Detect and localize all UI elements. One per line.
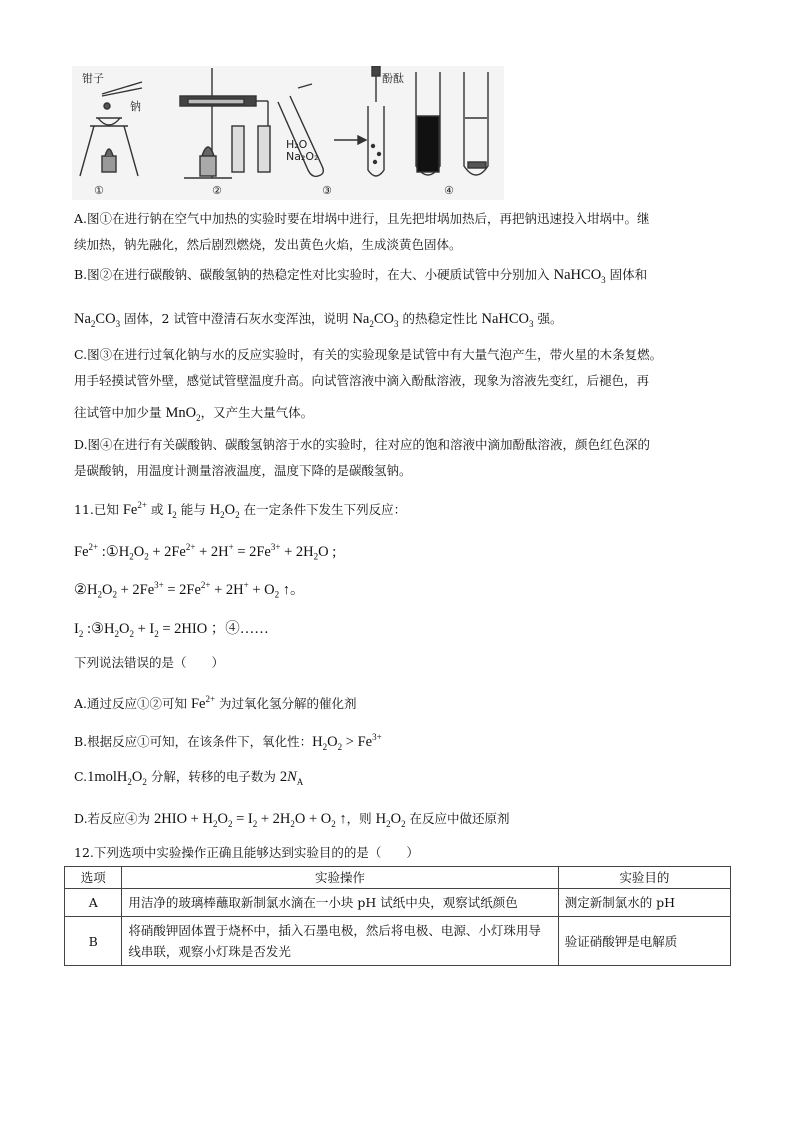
row-purpose: 验证硝酸钾是电解质 <box>558 917 730 966</box>
q10-option-d-line1: D.图④在进行有关碳酸钠、碳酸氢钠溶于水的实验时，往对应的饱和溶液中滴加酚酞溶液，颜色红色深的 <box>74 437 651 452</box>
formula-h2o2: $H_2O_2$ <box>375 811 406 829</box>
q10-option-c-line3 <box>74 400 724 431</box>
row-option: A <box>65 889 122 917</box>
formula-nahco3: NaHCO$_3$ <box>481 311 534 329</box>
q11-question: 下列说法错误的是（ ） <box>74 655 225 670</box>
q11-option-c <box>74 764 724 795</box>
formula-i2: $I_2$ <box>167 501 177 520</box>
formula-1mol-h2o2: $1molH_2O_2$ <box>87 769 147 787</box>
q11-option-a-text1: A.通过反应①②可知 <box>74 695 191 711</box>
q10-option-b-text4: 的热稳定性比 <box>398 311 482 326</box>
row-operation: 用洁净的玻璃棒蘸取新制氯水滴在一小块 pH 试纸中央，观察试纸颜色 <box>122 889 558 917</box>
figure-3-text-water: H₂O <box>286 138 308 151</box>
figure-3-text-phenolphthalein: 酚酞 <box>382 72 404 85</box>
q11-option-d-text3: 在反应中做还原剂 <box>405 811 510 826</box>
formula-2na: $2N_A$ <box>279 769 304 787</box>
q11-option-c-text1: C. <box>74 769 88 784</box>
q11-stem-text2: 或 <box>146 501 168 517</box>
figure-2-label: ② <box>212 184 222 197</box>
q10-option-c <box>74 342 724 431</box>
q10-option-b-line1 <box>74 262 724 293</box>
header-purpose: 实验目的 <box>558 867 730 889</box>
q10-option-b-text1: B.图②在进行碳酸钠、碳酸氢钠的热稳定性对比实验时，在大、小硬质试管中分别加入 <box>74 267 554 282</box>
q11-option-a-text2: 为过氧化氢分解的催化剂 <box>215 695 357 711</box>
q11-stem <box>74 492 724 528</box>
table-row <box>65 917 731 966</box>
q10-option-b-text2: 固体和 <box>605 267 648 282</box>
q11-option-d-text2: ，则 <box>346 811 376 826</box>
figure-3-text-peroxide: Na₂O₂ <box>286 150 319 163</box>
q11-stem-text1: 11.已知 <box>74 501 123 517</box>
figure-1-text-tongs: 钳子 <box>82 72 104 85</box>
q10-option-a-line2: 续加热，钠先融化，然后剧烈燃烧，发出黄色火焰，生成淡黄色固体。 <box>74 237 462 252</box>
q11-reaction-1: $Fe^{2+}$ $:①H_2O_2 + 2Fe^{2+} + 2H^+ = 2Fe^{3+} + 2H_2O$ ; <box>74 542 337 562</box>
row-option: B <box>65 917 122 966</box>
q11-option-d <box>74 806 724 837</box>
formula-na2co3: $Na_2CO_3$ <box>74 311 121 329</box>
header-option: 选项 <box>65 867 122 889</box>
q10-option-c-line1: C.图③在进行过氧化钠与水的反应实验时，有关的实验现象是试管中有大量气泡产生，带火星的木条复燃。 <box>74 347 663 362</box>
q11-stem-text3: 能与 <box>176 501 210 517</box>
row-purpose: 测定新制氯水的 pH <box>558 889 730 917</box>
q11-option-c-text2: 分解，转移的电子数为 <box>146 769 280 784</box>
q11-stem-text4: 在一定条件下发生下列反应： <box>239 501 407 517</box>
q11-option-d-text1: D.若反应④为 <box>74 811 155 826</box>
q11-option-b-text: B.根据反应①可知，在该条件下，氧化性： <box>74 733 313 749</box>
q11-option-a <box>74 686 724 717</box>
q12-stem: 12.下列选项中实验操作正确且能够达到实验目的的是（ ） <box>74 845 419 860</box>
figure-1-label: ① <box>94 184 104 197</box>
figure-4-label: ④ <box>444 184 454 197</box>
q10-option-a <box>74 206 724 258</box>
q10-option-b-text5: 强。 <box>533 311 563 326</box>
formula-na2co3: $Na_2CO_3$ <box>352 311 399 329</box>
row-operation: 将硝酸钾固体置于烧杯中，插入石墨电极，然后将电极、电源、小灯珠用导线串联，观察小灯珠是否发光 <box>122 917 558 966</box>
q10-option-b-text3: 固体，2 试管中澄清石灰水变浑浊，说明 <box>120 311 353 326</box>
formula-nahco3: NaHCO$_3$ <box>553 267 606 285</box>
table-row <box>65 889 731 917</box>
figure-3-label: ③ <box>322 184 332 197</box>
q10-option-c-text2: ，又产生大量气体。 <box>200 405 314 420</box>
q11-reaction-2: $②H_2O_2 + 2Fe^{3+} = 2Fe^{2+} + 2H^+ + O_2$ ↑。 <box>74 580 305 600</box>
formula-fe2: $Fe^{2+}$ <box>122 500 147 518</box>
q11-reaction-3: $I_2$ $:③H_2O_2 + I_2 = 2HIO$ ；④…… <box>74 621 269 639</box>
formula-mno2: MnO$_2$ <box>165 405 201 423</box>
q10-option-a-line1: A.图①在进行钠在空气中加热的实验时要在坩埚中进行，且先把坩埚加热后，再把钠迅速投入坩埚中。继 <box>74 211 650 226</box>
experiment-figures <box>72 66 504 200</box>
formula-reaction-4: $2HIO + H_2O_2 = I_2 + 2H_2O + O_2$ ↑ <box>154 811 347 829</box>
figure-1-text-sodium: 钠 <box>130 100 141 113</box>
experiment-table <box>64 866 731 966</box>
q10-option-c-line2: 用手轻摸试管外壁，感觉试管壁温度升高。向试管溶液中滴入酚酞溶液，现象为溶液先变红，后褪色，再 <box>74 373 650 388</box>
formula-fe2: $Fe^{2+}$ <box>190 694 216 712</box>
q10-option-d <box>74 432 724 484</box>
q10-option-d-line2: 是碳酸钠，用温度计测量溶液温度，温度下降的是碳酸氢钠。 <box>74 463 412 478</box>
q10-option-c-text: 往试管中加少量 <box>74 405 166 420</box>
table-header-row <box>65 867 731 889</box>
header-operation: 实验操作 <box>122 867 558 889</box>
formula-oxidizing-order: $H_2O_2 > Fe^{3+}$ <box>312 732 382 752</box>
formula-h2o2: $H_2O_2$ <box>209 501 240 520</box>
q10-option-b-line2 <box>74 306 724 337</box>
q11-option-b <box>74 724 724 760</box>
